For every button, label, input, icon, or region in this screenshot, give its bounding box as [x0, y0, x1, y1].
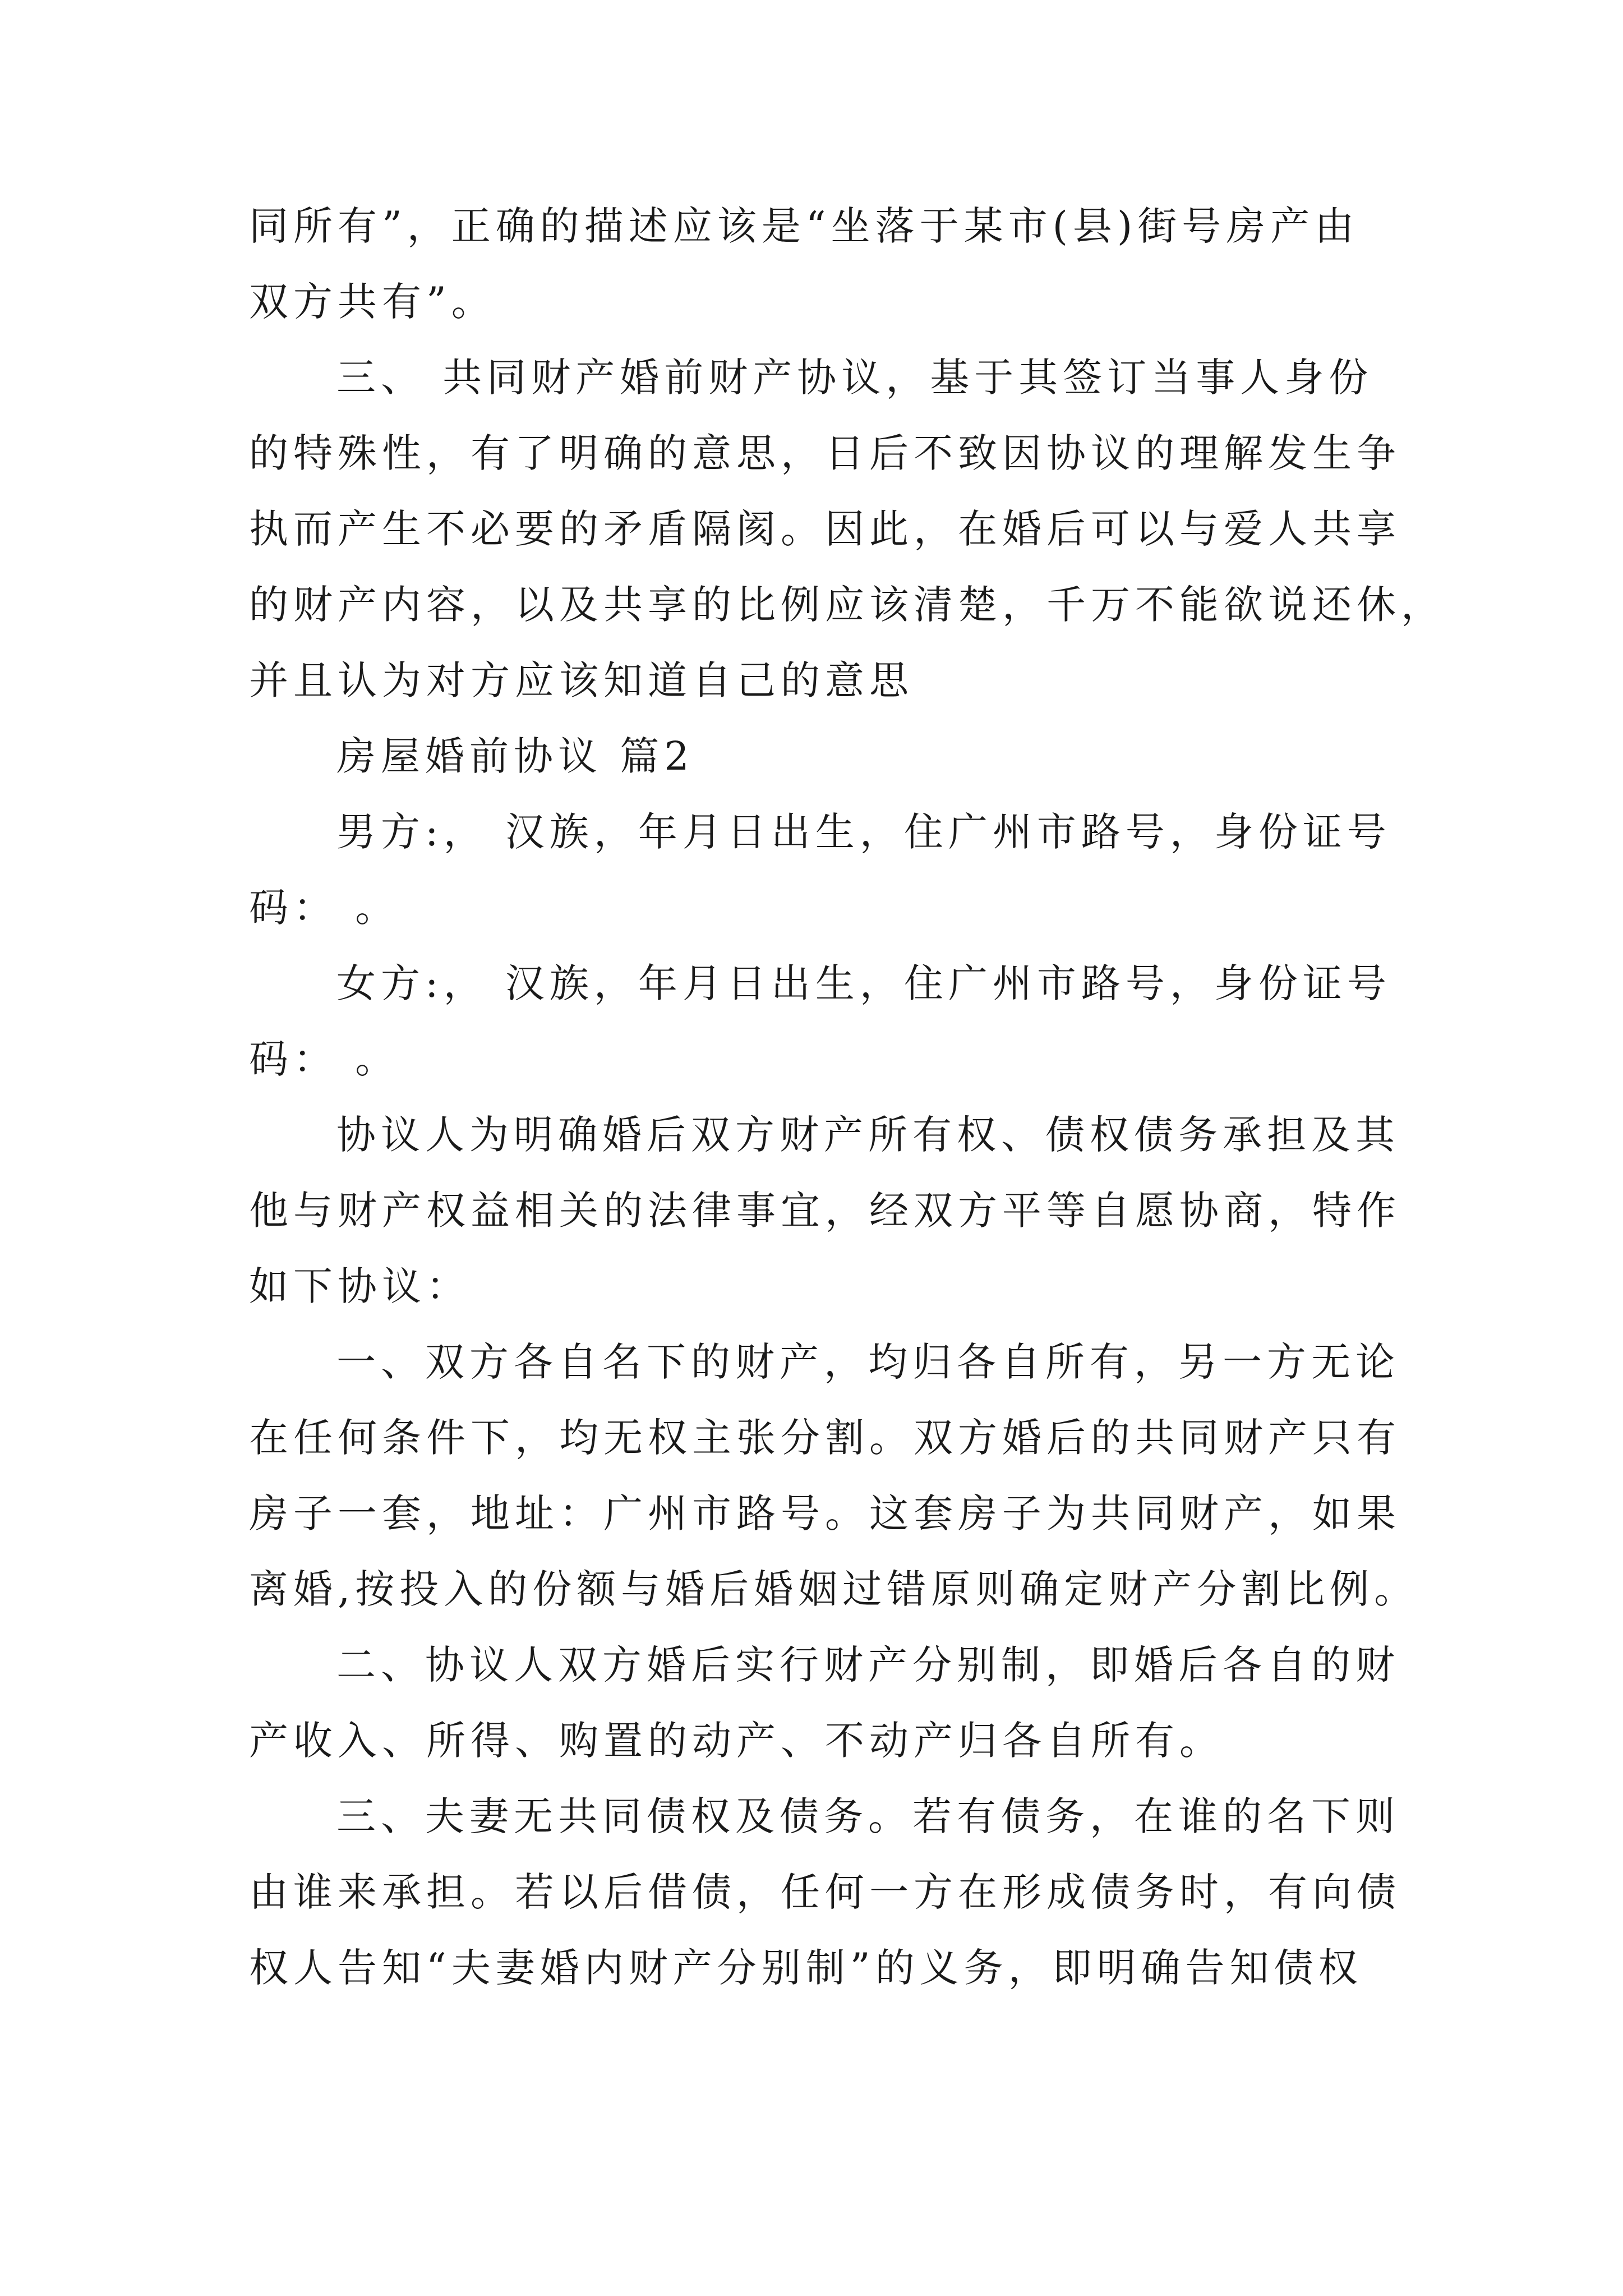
text-line: 码： 。 — [249, 885, 400, 931]
text-line: 三、夫妻无共同债权及债务。若有债务，在谁的名下则 — [336, 1793, 1400, 1839]
text-line: 房子一套，地址：广州市路号。这套房子为共同财产，如果 — [249, 1490, 1401, 1536]
text-line: 并且认为对方应该知道自己的意思 — [249, 657, 914, 703]
text-line: 一、双方各自名下的财产，均归各自所有，另一方无论 — [336, 1339, 1400, 1385]
text-line: 双方共有”。 — [249, 279, 496, 325]
text-line: 执而产生不必要的矛盾隔阂。因此，在婚后可以与爱人共享 — [249, 506, 1401, 552]
text-line: 女方:， 汉族，年月日出生，住广州市路号，身份证号 — [336, 960, 1391, 1006]
text-line: 协议人为明确婚后双方财产所有权、债权债务承担及其 — [336, 1112, 1400, 1158]
text-line: 权人告知“夫妻婚内财产分别制”的义务，即明确告知债权 — [249, 1945, 1363, 1991]
text-line: 离婚,按投入的份额与婚后婚姻过错原则确定财产分割比例。 — [249, 1566, 1419, 1612]
text-line: 的财产内容，以及共享的比例应该清楚，千万不能欲说还休， — [249, 582, 1445, 628]
text-line: 二、协议人双方婚后实行财产分别制，即婚后各自的财 — [336, 1642, 1400, 1688]
text-line: 码： 。 — [249, 1036, 400, 1082]
text-line: 同所有”，正确的描述应该是“坐落于某市(县)街号房产由 — [249, 203, 1359, 249]
section-heading: 房屋婚前协议 篇2 — [336, 733, 694, 779]
text-line: 他与财产权益相关的法律事宜，经双方平等自愿协商，特作 — [249, 1188, 1401, 1234]
text-line: 产收入、所得、购置的动产、不动产归各自所有。 — [249, 1718, 1224, 1764]
text-line: 由谁来承担。若以后借债，任何一方在形成债务时，有向债 — [249, 1869, 1401, 1915]
text-line: 男方:， 汉族，年月日出生，住广州市路号，身份证号 — [336, 809, 1391, 855]
text-line: 在任何条件下，均无权主张分割。双方婚后的共同财产只有 — [249, 1415, 1401, 1461]
text-line: 如下协议： — [249, 1263, 471, 1309]
text-line: 的特殊性，有了明确的意思，日后不致因协议的理解发生争 — [249, 430, 1401, 476]
text-line: 三、 共同财产婚前财产协议，基于其签订当事人身份 — [336, 355, 1373, 401]
